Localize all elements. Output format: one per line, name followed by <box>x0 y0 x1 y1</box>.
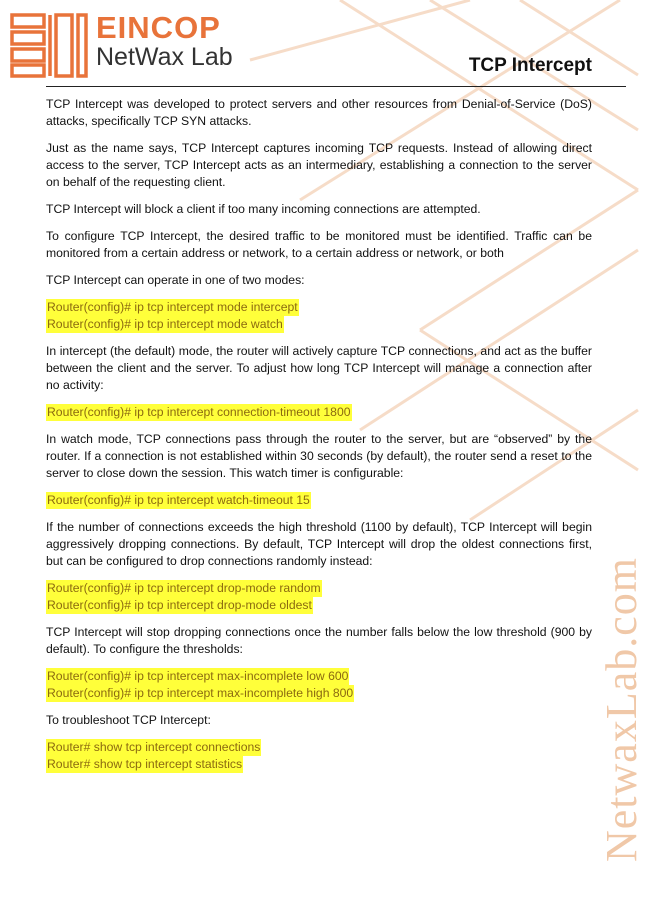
paragraph: TCP Intercept can operate in one of two modes: <box>46 273 305 287</box>
command-block <box>46 580 592 614</box>
paragraph: To configure TCP Intercept, the desired traffic to be monitored must be identified. Traffic can be monitored from a certain address or network, to a certain address or network, or both <box>46 229 592 260</box>
command-line: Router(config)# ip tcp intercept mode watch <box>47 317 283 331</box>
brand-name-top: EINCOP <box>96 10 221 45</box>
header-divider <box>46 86 626 87</box>
command-line: Router(config)# ip tcp intercept max-incomplete high 800 <box>47 686 354 700</box>
command-line: Router# show tcp intercept statistics <box>47 757 243 771</box>
paragraph: In watch mode, TCP connections pass through the router to the server, but are “observed” by the router. If a connection is not established within 30 seconds (by default), the router send a reset to the server to close down the session. This watch timer is configurable: <box>46 432 592 480</box>
command-block <box>46 404 592 421</box>
command-block <box>46 492 592 509</box>
watermark-text: NetwaxLab.com <box>597 557 646 862</box>
command-line: Router(config)# ip tcp intercept watch-timeout 15 <box>47 493 310 507</box>
command-line: Router# show tcp intercept connections <box>47 740 261 754</box>
paragraph: In intercept (the default) mode, the router will actively capture TCP connections, and act as the buffer between the client and the server. To adjust how long TCP Intercept will manage a connection after no activity: <box>46 344 592 392</box>
paragraph: TCP Intercept will block a client if too many incoming connections are attempted. <box>46 202 481 216</box>
command-block <box>46 299 592 333</box>
command-line: Router(config)# ip tcp intercept connection-timeout 1800 <box>47 405 351 419</box>
command-block <box>46 668 592 702</box>
command-line: Router(config)# ip tcp intercept mode intercept <box>47 300 298 314</box>
paragraph: To troubleshoot TCP Intercept: <box>46 713 211 727</box>
command-block <box>46 739 592 773</box>
document-body <box>46 96 592 783</box>
paragraph: TCP Intercept was developed to protect servers and other resources from Denial-of-Service (DoS) attacks, specifically TCP SYN attacks. <box>46 97 592 128</box>
command-line: Router(config)# ip tcp intercept drop-mode random <box>47 581 321 595</box>
command-line: Router(config)# ip tcp intercept max-incomplete low 600 <box>47 669 349 683</box>
command-line: Router(config)# ip tcp intercept drop-mode oldest <box>47 598 312 612</box>
paragraph: If the number of connections exceeds the high threshold (1100 by default), TCP Intercept will begin aggressively dropping connections. By default, TCP Intercept will drop the oldest connections first, but can be configured to drop connections randomly instead: <box>46 520 592 568</box>
paragraph: Just as the name says, TCP Intercept captures incoming TCP requests. Instead of allowing direct access to the server, TCP Intercept acts as an intermediary, establishing a connection to the server on behalf of the requesting client. <box>46 141 592 189</box>
document-title: TCP Intercept <box>468 55 592 76</box>
brand-name-bottom: NetWax Lab <box>96 43 233 71</box>
paragraph: TCP Intercept will stop dropping connections once the number falls below the low threshold (900 by default). To configure the thresholds: <box>46 625 592 656</box>
